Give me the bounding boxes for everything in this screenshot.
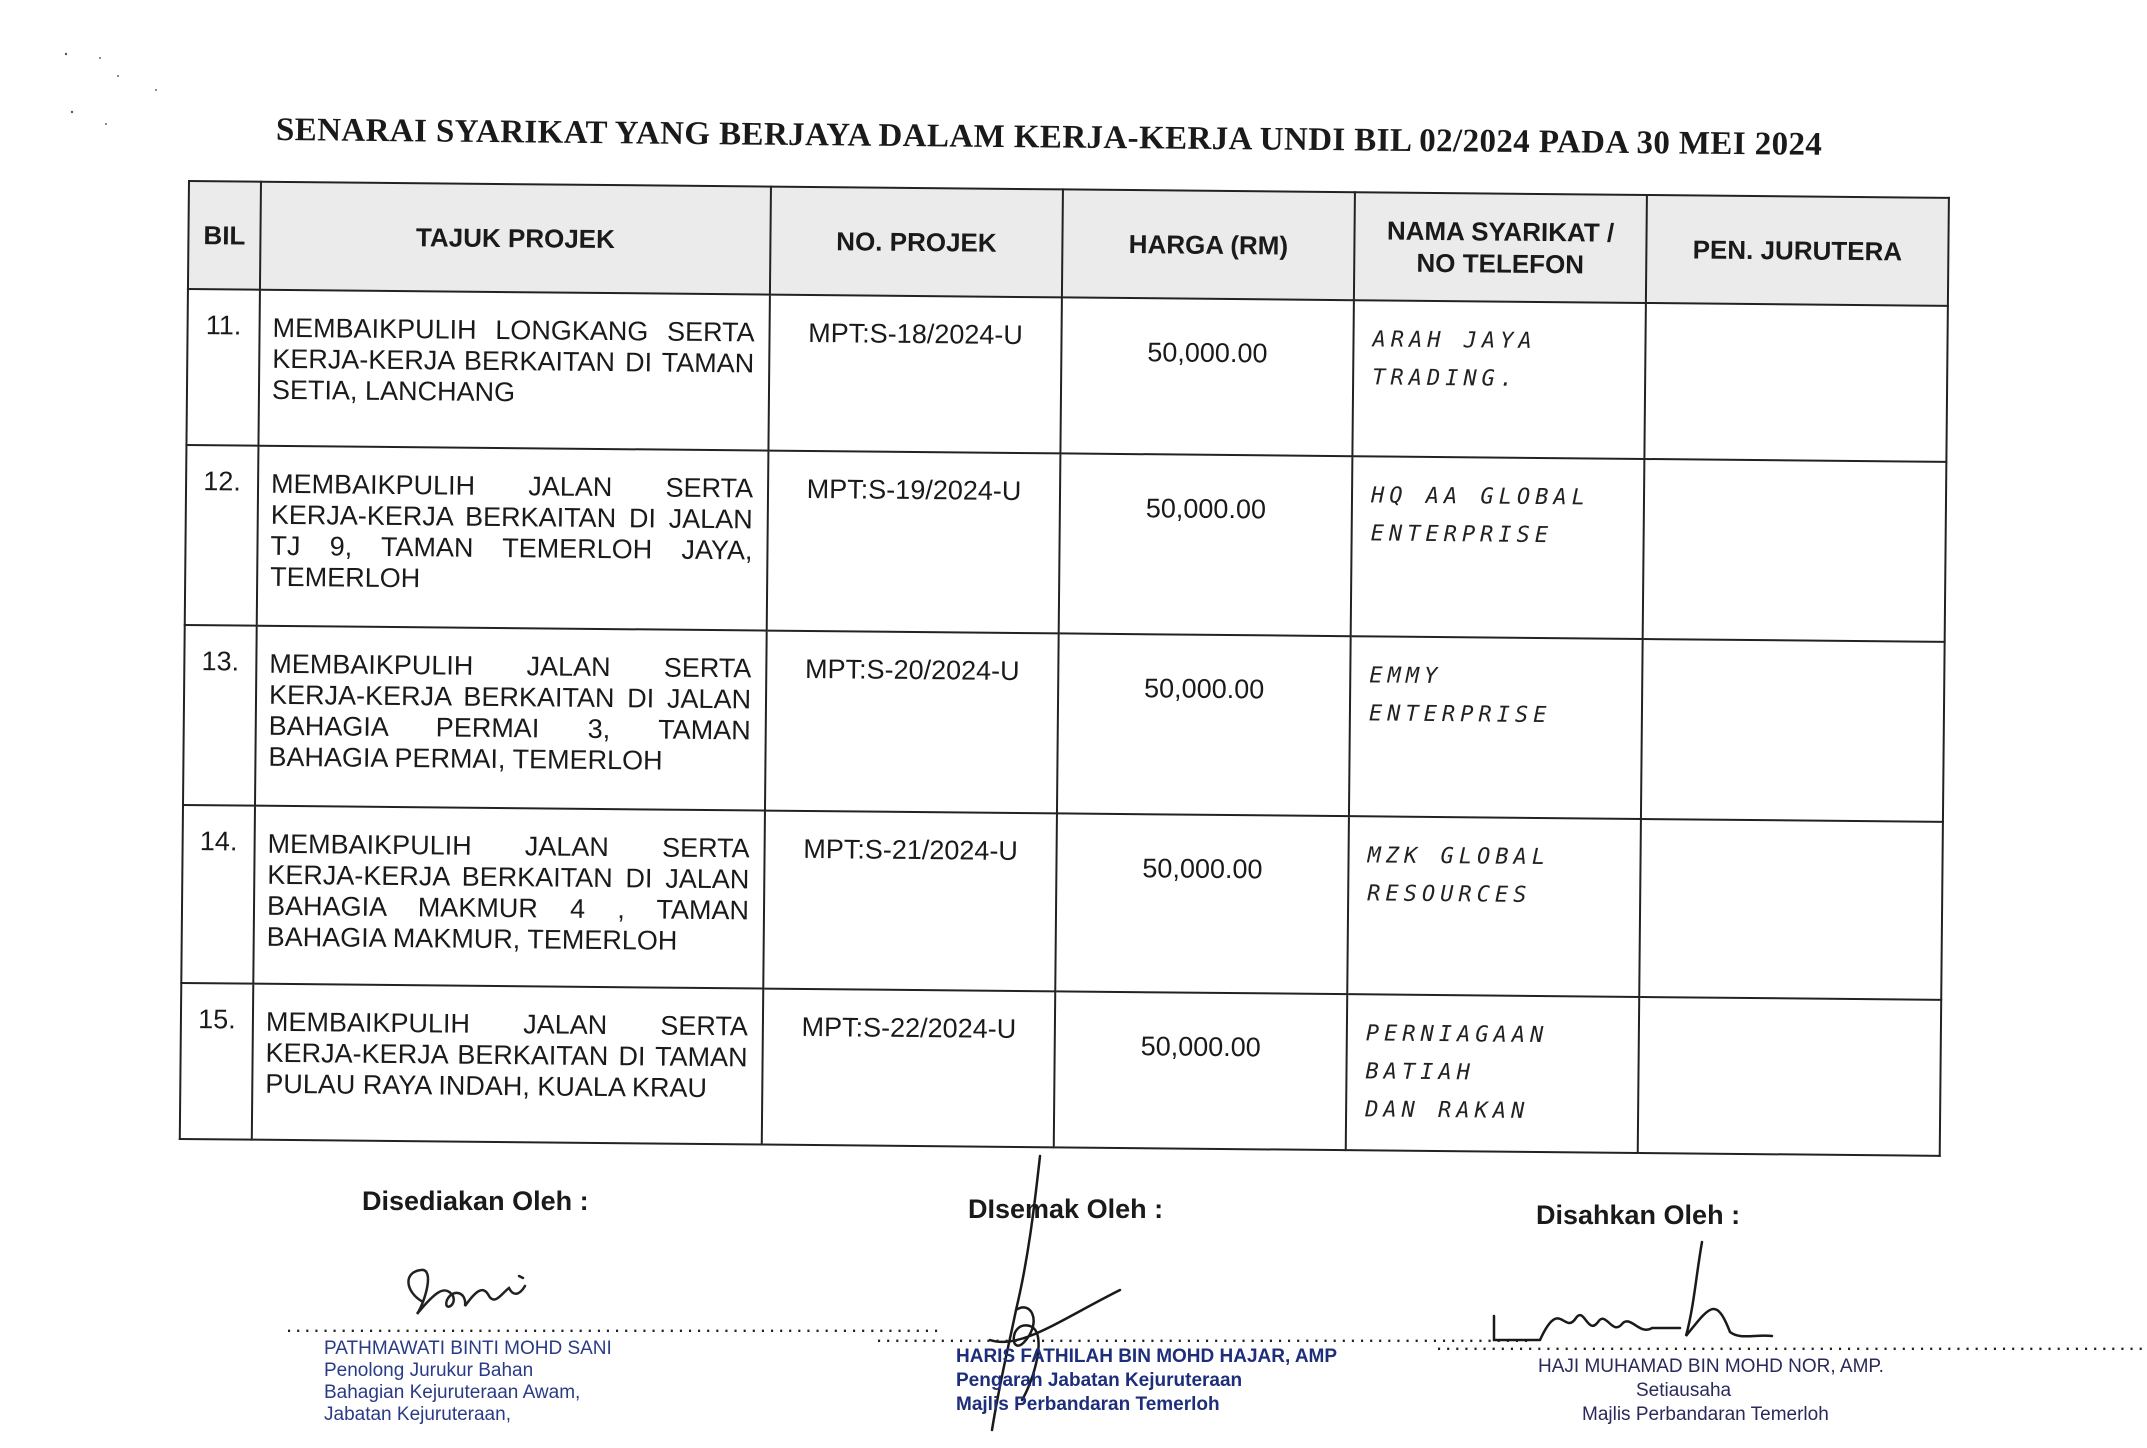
- results-table-wrapper: [179, 180, 1948, 1157]
- cell-tajuk: MEMBAIKPULIH JALAN SERTA KERJA-KERJA BERKAITAN DI TAMAN PULAU RAYA INDAH, KUALA KRAU: [252, 984, 763, 1145]
- company-name-line1: HQ AA GLOBAL: [1370, 483, 1591, 511]
- cell-bil: 13.: [183, 625, 257, 806]
- checked-heading: DIsemak Oleh :: [968, 1194, 1164, 1224]
- company-name-line2: DAN RAKAN: [1365, 1097, 1530, 1124]
- cell-tajuk: MEMBAIKPULIH LONGKANG SERTA KERJA-KERJA BERKAITAN DI TAMAN SETIA, LANCHANG: [258, 290, 769, 451]
- company-name-line2: TRADING.: [1372, 365, 1519, 392]
- cell-harga: 50,000.00: [1054, 991, 1347, 1150]
- document-title: SENARAI SYARIKAT YANG BERJAYA DALAM KERJA-KERJA UNDI BIL 02/2024 PADA 30 MEI 2024: [275, 112, 1823, 163]
- company-name-line2: ENTERPRISE: [1370, 521, 1554, 549]
- prepared-title-line2: Bahagian Kejuruteraan Awam,: [324, 1382, 581, 1403]
- cell-tajuk: MEMBAIKPULIH JALAN SERTA KERJA-KERJA BERKAITAN DI JALAN BAHAGIA PERMAI 3, TAMAN BAHAGIA PERMAI, TEMERLOH: [255, 626, 767, 811]
- approved-title-line1: Setiausaha: [1636, 1380, 1732, 1401]
- table-row: [185, 445, 1947, 642]
- cell-tajuk: MEMBAIKPULIH JALAN SERTA KERJA-KERJA BERKAITAN DI JALAN TJ 9, TAMAN TEMERLOH JAYA, TEMERLOH: [257, 446, 769, 631]
- cell-pen-jurutera: [1639, 819, 1943, 1000]
- cell-harga: 50,000.00: [1055, 813, 1349, 994]
- cell-bil: 12.: [185, 445, 259, 626]
- prepared-heading: Disediakan Oleh :: [362, 1186, 589, 1216]
- cell-no-projek: MPT:S-18/2024-U: [768, 295, 1061, 454]
- header-bil: BIL: [188, 181, 261, 290]
- prepared-signature: [395, 1262, 555, 1332]
- table-row: [183, 625, 1945, 822]
- cell-pen-jurutera: [1644, 303, 1947, 462]
- cell-bil: 11.: [186, 289, 259, 446]
- checked-name: HARIS FATHILAH BIN MOHD HAJAR, AMP: [956, 1346, 1338, 1367]
- checked-title-line2: Majlis Perbandaran Temerloh: [956, 1394, 1220, 1415]
- header-nama-syarikat-line1: NAMA SYARIKAT /: [1386, 215, 1615, 248]
- scan-specks: [60, 50, 170, 130]
- checked-signature-line: ........................................................................: [876, 1322, 1533, 1347]
- cell-nama-syarikat: [1346, 994, 1639, 1153]
- table-row: [186, 289, 1947, 462]
- cell-harga: 50,000.00: [1060, 297, 1353, 456]
- company-name-line1: EMMY ENTERPRISE: [1368, 663, 1552, 729]
- checked-title-line1: Pengarah Jabatan Kejuruteraan: [956, 1370, 1243, 1391]
- header-nama-syarikat-line2: NO TELEFON: [1416, 247, 1585, 280]
- company-name-line1: ARAH JAYA: [1372, 327, 1537, 354]
- prepared-title-line3: Jabatan Kejuruteraan,: [324, 1404, 511, 1425]
- cell-no-projek: MPT:S-20/2024-U: [765, 631, 1059, 814]
- approved-signature-line: ..............................................................................: [1436, 1330, 2147, 1355]
- table-header-row: [188, 181, 1949, 306]
- results-table: [179, 180, 1950, 1157]
- header-tajuk-projek: TAJUK PROJEK: [260, 182, 771, 295]
- table-row: [180, 983, 1941, 1156]
- approved-heading: Disahkan Oleh :: [1536, 1200, 1741, 1230]
- header-harga: HARGA (RM): [1062, 189, 1355, 300]
- cell-nama-syarikat: [1349, 636, 1643, 819]
- prepared-signature-line: ........................................................................: [286, 1312, 943, 1337]
- cell-nama-syarikat: [1351, 456, 1645, 639]
- cell-no-projek: MPT:S-22/2024-U: [762, 989, 1055, 1148]
- header-no-projek: NO. PROJEK: [770, 187, 1063, 298]
- table-row: [181, 805, 1943, 1000]
- header-pen-jurutera: PEN. JURUTERA: [1646, 195, 1949, 306]
- cell-pen-jurutera: [1641, 639, 1945, 822]
- checked-signature: [930, 1150, 1150, 1440]
- cell-pen-jurutera: [1643, 459, 1947, 642]
- cell-bil: 15.: [180, 983, 253, 1140]
- company-name-line1: PERNIAGAAN BATIAH: [1365, 1021, 1549, 1086]
- cell-tajuk: MEMBAIKPULIH JALAN SERTA KERJA-KERJA BERKAITAN DI JALAN BAHAGIA MAKMUR 4 , TAMAN BAHAGIA MAKMUR, TEMERLOH: [253, 806, 765, 989]
- approved-name: HAJI MUHAMAD BIN MOHD NOR, AMP.: [1538, 1356, 1884, 1377]
- company-name-line2: RESOURCES: [1367, 881, 1532, 908]
- approved-title-line2: Majlis Perbandaran Temerloh: [1582, 1404, 1829, 1425]
- approved-signature: [1480, 1236, 1780, 1356]
- cell-pen-jurutera: [1638, 997, 1941, 1156]
- cell-harga: 50,000.00: [1059, 453, 1353, 636]
- company-name-line1: MZK GLOBAL: [1367, 843, 1551, 871]
- header-nama-syarikat: [1354, 192, 1647, 303]
- cell-nama-syarikat: [1352, 300, 1645, 459]
- cell-no-projek: MPT:S-21/2024-U: [763, 811, 1057, 992]
- cell-bil: 14.: [181, 805, 255, 984]
- cell-no-projek: MPT:S-19/2024-U: [767, 451, 1061, 634]
- prepared-title-line1: Penolong Jurukur Bahan: [324, 1360, 534, 1381]
- prepared-name: PATHMAWATI BINTI MOHD SANI: [324, 1338, 612, 1359]
- cell-harga: 50,000.00: [1057, 633, 1351, 816]
- cell-nama-syarikat: [1347, 816, 1641, 997]
